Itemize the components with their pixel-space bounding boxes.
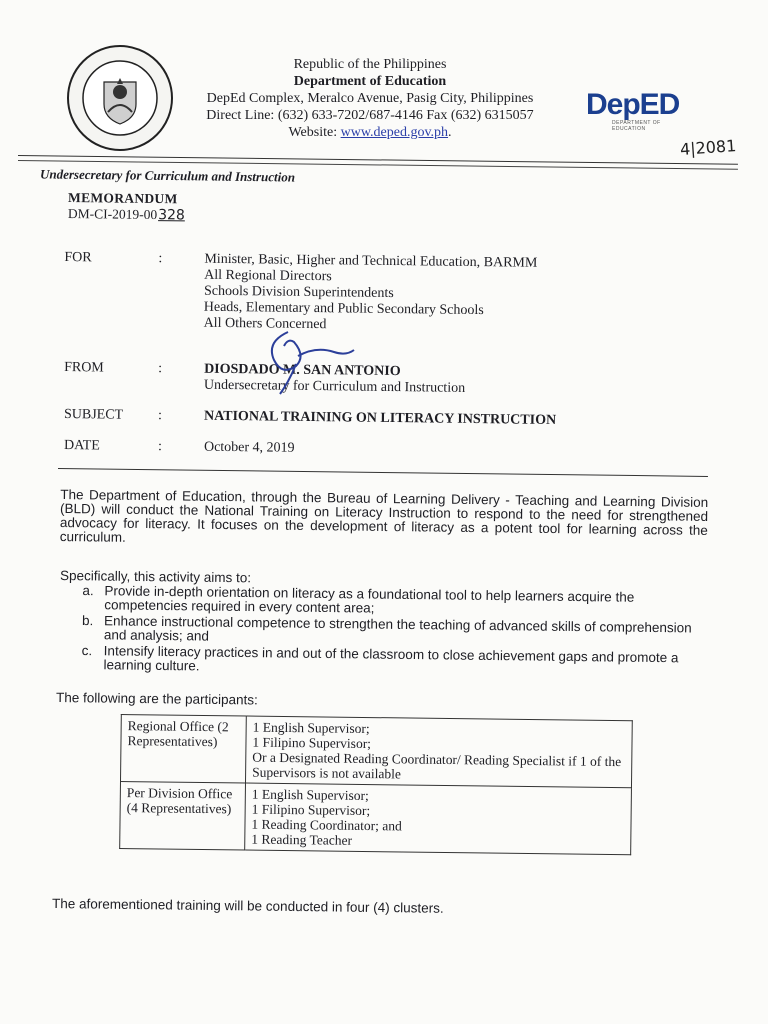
table-row <box>120 782 632 855</box>
header-rule-top <box>18 155 738 165</box>
date-colon: : <box>157 439 162 455</box>
address-line: DepEd Complex, Meralco Avenue, Pasig City, Philippines <box>206 91 534 106</box>
recipient: All Regional Directors <box>204 267 332 285</box>
for-label: FOR <box>64 250 92 266</box>
list-item-text: Provide in-depth orientation on literacy as a foundational tool to help learners acquire the competencies required in every content area; <box>104 583 635 616</box>
table-row <box>120 715 632 788</box>
office-line: Undersecretary for Curriculum and Instruction <box>39 166 296 185</box>
list-item-marker: b. <box>82 613 94 629</box>
participants-intro: The following are the participants: <box>55 690 258 708</box>
subject-colon: : <box>157 408 162 424</box>
date-value: October 4, 2019 <box>203 439 295 456</box>
list-item-marker: c. <box>81 642 93 659</box>
list-item-text: Intensify literacy practices in and out of the classroom to close achievement gaps and promote a learning culture. <box>103 643 679 674</box>
table-cell-office: Regional Office (2 Representatives) <box>120 715 246 784</box>
routing-divider <box>58 468 708 477</box>
recipient: Minister, Basic, Higher and Technical Education, BARMM <box>204 251 538 271</box>
aims-intro: Specifically, this activity aims to: <box>59 568 252 586</box>
letterhead <box>170 56 570 141</box>
member-line: 1 English Supervisor; <box>251 786 369 804</box>
member-line: 1 Reading Coordinator; and <box>251 816 402 834</box>
subject-label: SUBJECT <box>63 407 124 423</box>
aims-list <box>81 584 708 682</box>
deped-seal-icon <box>64 42 176 154</box>
from-name: DIOSDADO M. SAN ANTONIO <box>204 361 401 380</box>
memo-number-handwritten: 328 <box>158 207 185 224</box>
routing-date <box>64 438 664 463</box>
routing-from <box>64 360 664 401</box>
recipient: All Others Concerned <box>203 315 327 333</box>
member-line: 1 Filipino Supervisor; <box>252 734 372 752</box>
handwritten-number: 4|2081 <box>679 136 737 159</box>
list-item-text: Enhance instructional competence to strengthen the teaching of advanced skills of comprehension and analysis; and <box>103 613 692 644</box>
memo-number-prefix: DM-CI-2019-00 <box>67 206 158 223</box>
deped-logo <box>582 84 694 132</box>
website-line <box>170 124 570 141</box>
recipient: Schools Division Superintendents <box>203 283 394 302</box>
member-line: Or a Designated Reading Coordinator/ Reading Specialist if 1 of the Supervisors is not available <box>252 749 622 782</box>
memo-id-block <box>68 190 185 223</box>
website-link[interactable]: www.deped.gov.ph <box>340 125 449 140</box>
subject-value: NATIONAL TRAINING ON LITERACY INSTRUCTION <box>203 408 557 429</box>
for-colon: : <box>158 251 163 267</box>
list-item-marker: a. <box>82 583 94 599</box>
intro-paragraph: The Department of Education, through the Bureau of Learning Delivery - Teaching and Learning Division (BLD) will conduct the National Training on Literacy Instruction to respond to the need for strengthened advocacy for literacy. It focuses on the development of literacy as a potent tool for learning across the curriculum. <box>59 487 709 545</box>
member-line: 1 Reading Teacher <box>251 831 353 848</box>
memo-number <box>68 206 185 223</box>
member-line: 1 Filipino Supervisor; <box>251 801 371 819</box>
website-suffix: . <box>448 125 452 140</box>
from-title: Undersecretary for Curriculum and Instruction <box>203 377 466 396</box>
participants-table <box>119 714 633 855</box>
from-colon: : <box>158 361 163 377</box>
deped-logo-subtext: DEPARTMENT OF EDUCATION <box>612 120 661 132</box>
contact-line: Direct Line: (632) 633-7202/687-4146 Fax (632) 6315057 <box>206 108 534 123</box>
table-cell-office: Per Division Office (4 Representatives) <box>120 782 246 851</box>
recipient: Heads, Elementary and Public Secondary Schools <box>203 299 484 319</box>
member-line: 1 English Supervisor; <box>252 719 370 737</box>
routing-subject <box>64 407 664 432</box>
closing-sentence: The aforementioned training will be conducted in four (4) clusters. <box>51 896 444 916</box>
routing-for <box>63 250 664 339</box>
website-label: Website: <box>288 125 341 140</box>
memo-title: MEMORANDUM <box>68 190 178 207</box>
table-cell-members <box>245 716 632 788</box>
republic-line: Republic of the Philippines <box>293 57 447 72</box>
list-item <box>81 644 707 680</box>
from-label: FROM <box>64 360 104 376</box>
department-name: Department of Education <box>293 74 447 89</box>
table-cell-members <box>245 783 632 855</box>
deped-logo-text: DepED <box>586 88 680 121</box>
date-label: DATE <box>63 438 100 454</box>
signature-mark <box>258 322 358 400</box>
